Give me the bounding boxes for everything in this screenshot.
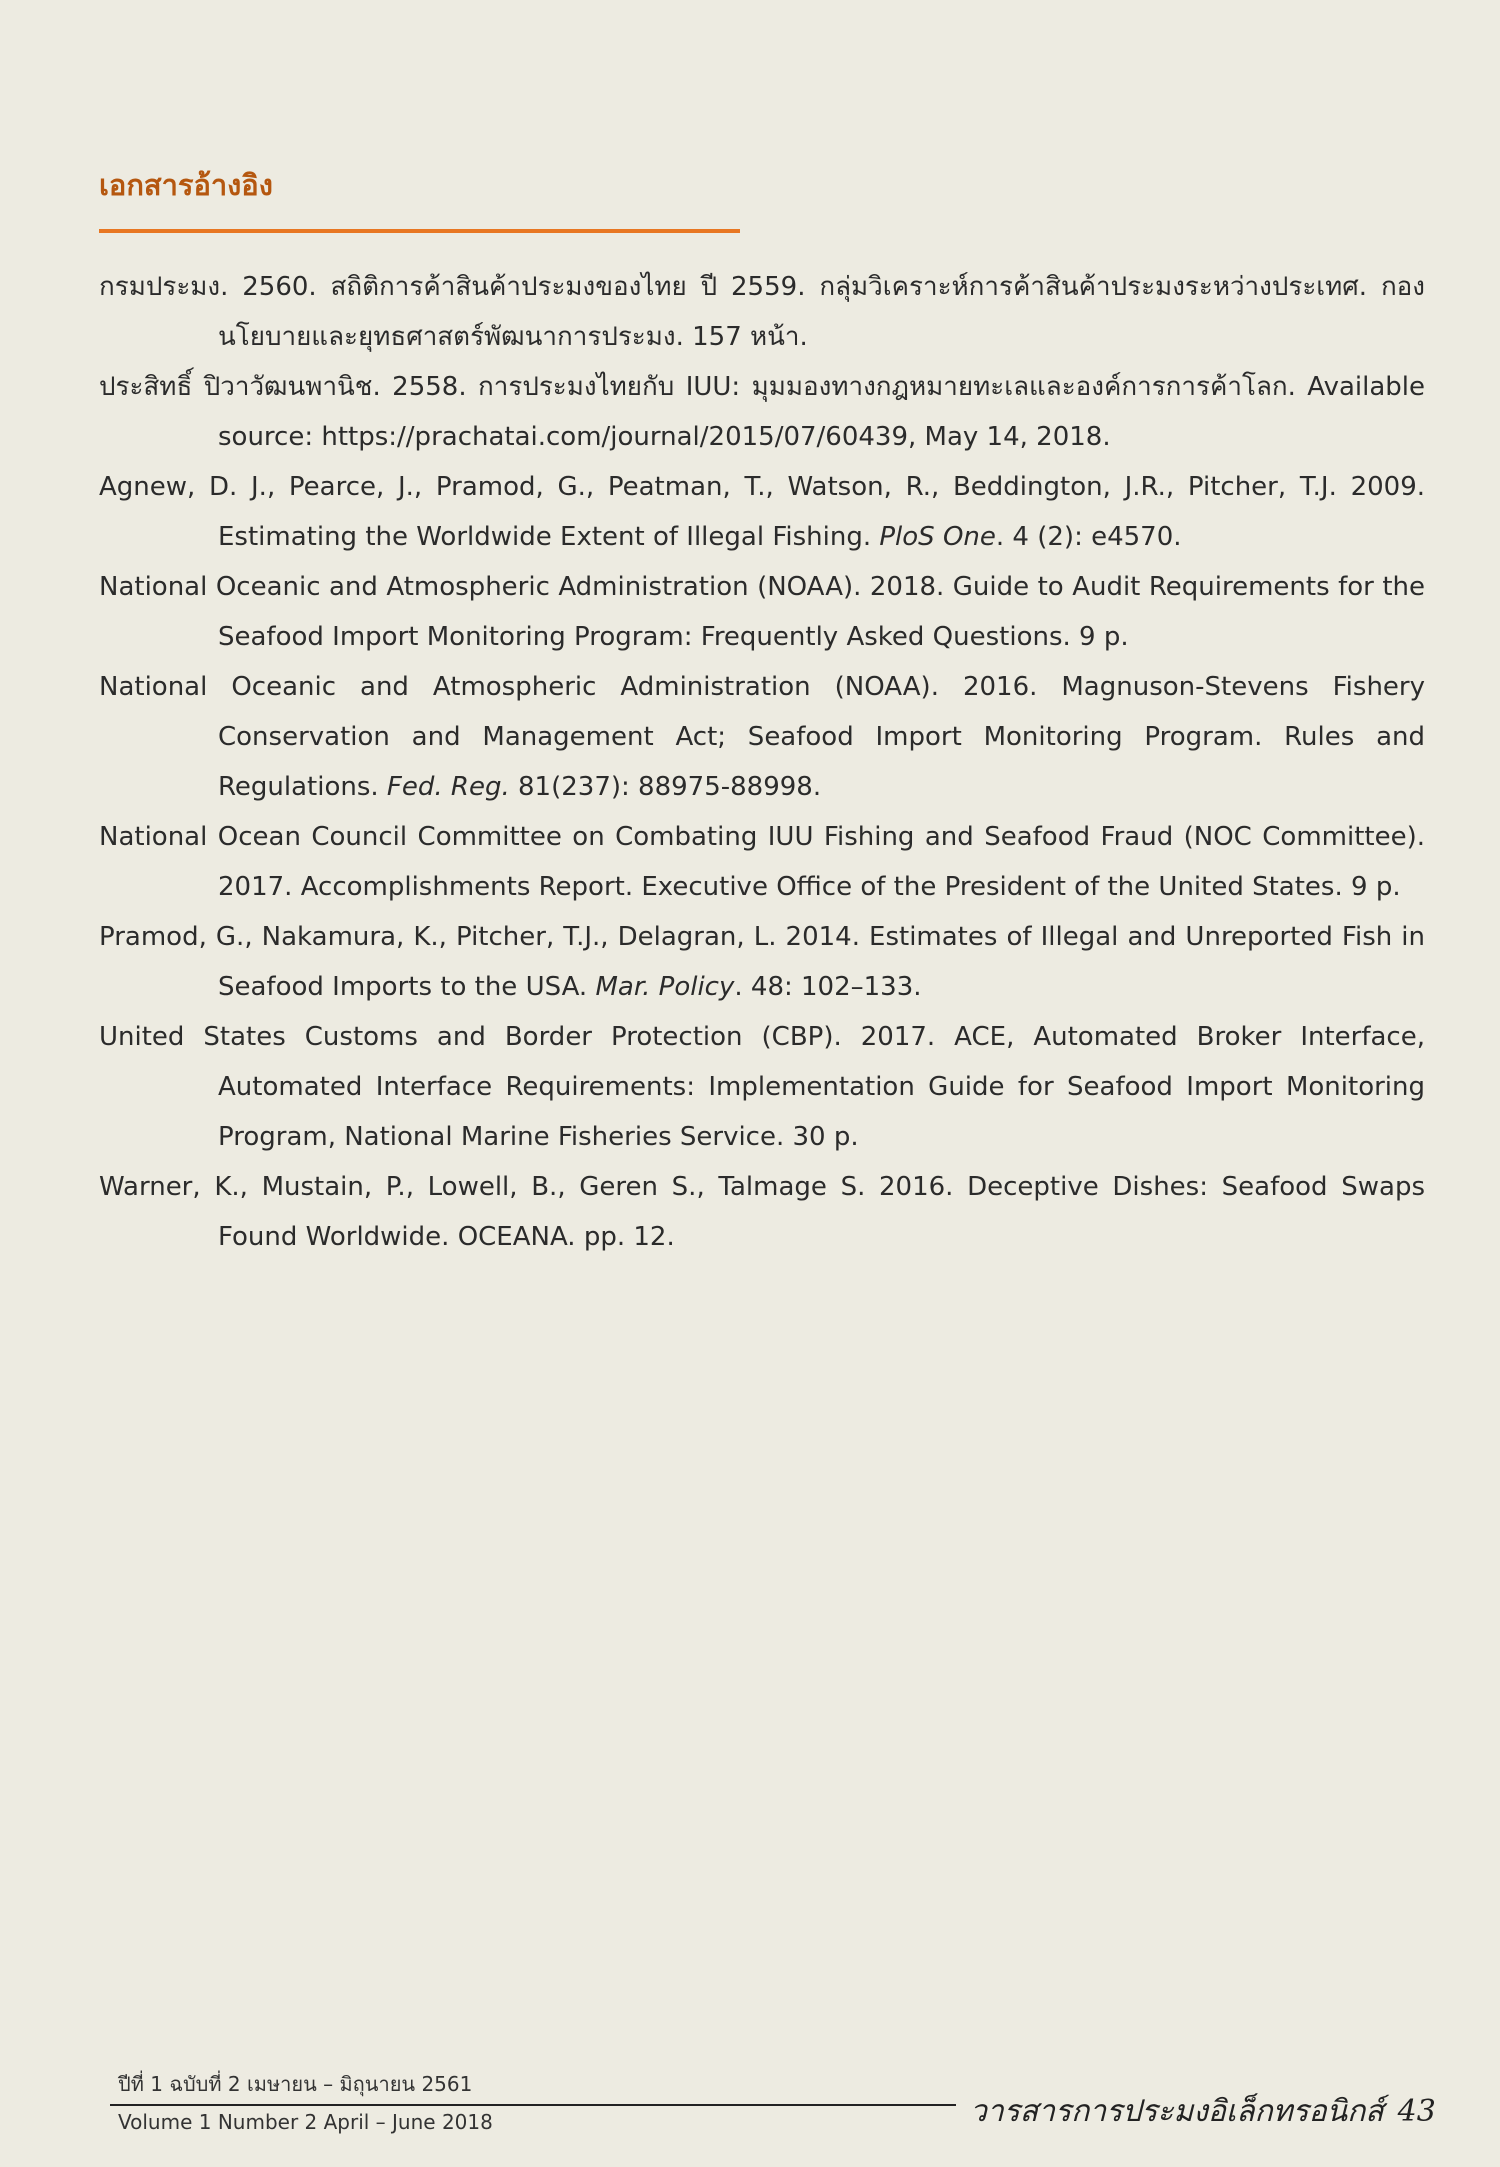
heading-underline: [99, 229, 740, 233]
reference-item: [99, 1162, 1425, 1262]
reference-text: . 48: 102–133.: [734, 972, 922, 1002]
reference-text: Pramod, G., Nakamura, K., Pitcher, T.J., Delagran, L. 2014. Estimates of Illegal and Unreported Fish in Seafood Imports to the USA.: [99, 922, 1425, 1002]
reference-item: [99, 562, 1425, 662]
reference-text: National Ocean Council Committee on Combating IUU Fishing and Seafood Fraud (NOC Committee). 2017. Accomplishments Report. Executive Office of the President of the United States. 9 p.: [99, 822, 1425, 902]
reference-item: [99, 462, 1425, 562]
journal-name: วารสารการประมงอิเล็กทรอนิกส์: [970, 2094, 1384, 2129]
reference-item: [99, 262, 1425, 362]
reference-text: Agnew, D. J., Pearce, J., Pramod, G., Peatman, T., Watson, R., Beddington, J.R., Pitcher, T.J. 2009. Estimating the Worldwide Extent of Illegal Fishing.: [99, 472, 1425, 552]
page-number: 43: [1397, 2094, 1436, 2129]
reference-item: [99, 812, 1425, 912]
reference-item: [99, 912, 1425, 1012]
reference-text: . 4 (2): e4570.: [995, 522, 1182, 552]
reference-journal-title: PloS One: [879, 522, 996, 552]
page-title: เอกสารอ้างอิง: [99, 168, 273, 202]
reference-item: [99, 662, 1425, 812]
reference-journal-title: Mar. Policy: [595, 972, 735, 1002]
footer-divider: [110, 2104, 956, 2106]
reference-text: 81(237): 88975-88998.: [509, 772, 822, 802]
journal-footer: [970, 2088, 1436, 2135]
reference-item: [99, 362, 1425, 462]
reference-text: United States Customs and Border Protection (CBP). 2017. ACE, Automated Broker Interface, Automated Interface Requirements: Implementation Guide for Seafood Import Monitoring Program, National Marine Fisheries Service. 30 p.: [99, 1022, 1425, 1152]
footer-issue-english: Volume 1 Number 2 April – June 2018: [118, 2110, 493, 2134]
reference-list: [99, 262, 1425, 1262]
footer-issue-thai: ปีที่ 1 ฉบับที่ 2 เมษายน – มิถุนายน 2561: [118, 2072, 473, 2096]
reference-text: ประสิทธิ์ ปิวาวัฒนพานิช. 2558. การประมงไทยกับ IUU: มุมมองทางกฎหมายทะเลและองค์การการค้าโลก. Available source: https://prachatai.com/journal/2015/07/60439, May 14, 2018.: [99, 372, 1425, 452]
reference-journal-title: Fed. Reg.: [386, 772, 510, 802]
reference-item: [99, 1012, 1425, 1162]
reference-text: กรมประมง. 2560. สถิติการค้าสินค้าประมงของไทย ปี 2559. กลุ่มวิเคราะห์การค้าสินค้าประมงระหว่างประเทศ. กองนโยบายและยุทธศาสตร์พัฒนาการประมง. 157 หน้า.: [99, 272, 1425, 352]
reference-text: National Oceanic and Atmospheric Administration (NOAA). 2016. Magnuson-Stevens Fishery Conservation and Management Act; Seafood Import Monitoring Program. Rules and Regulations.: [99, 672, 1425, 802]
reference-text: National Oceanic and Atmospheric Administration (NOAA). 2018. Guide to Audit Requirements for the Seafood Import Monitoring Program: Frequently Asked Questions. 9 p.: [99, 572, 1425, 652]
reference-text: Warner, K., Mustain, P., Lowell, B., Geren S., Talmage S. 2016. Deceptive Dishes: Seafood Swaps Found Worldwide. OCEANA. pp. 12.: [99, 1172, 1425, 1252]
